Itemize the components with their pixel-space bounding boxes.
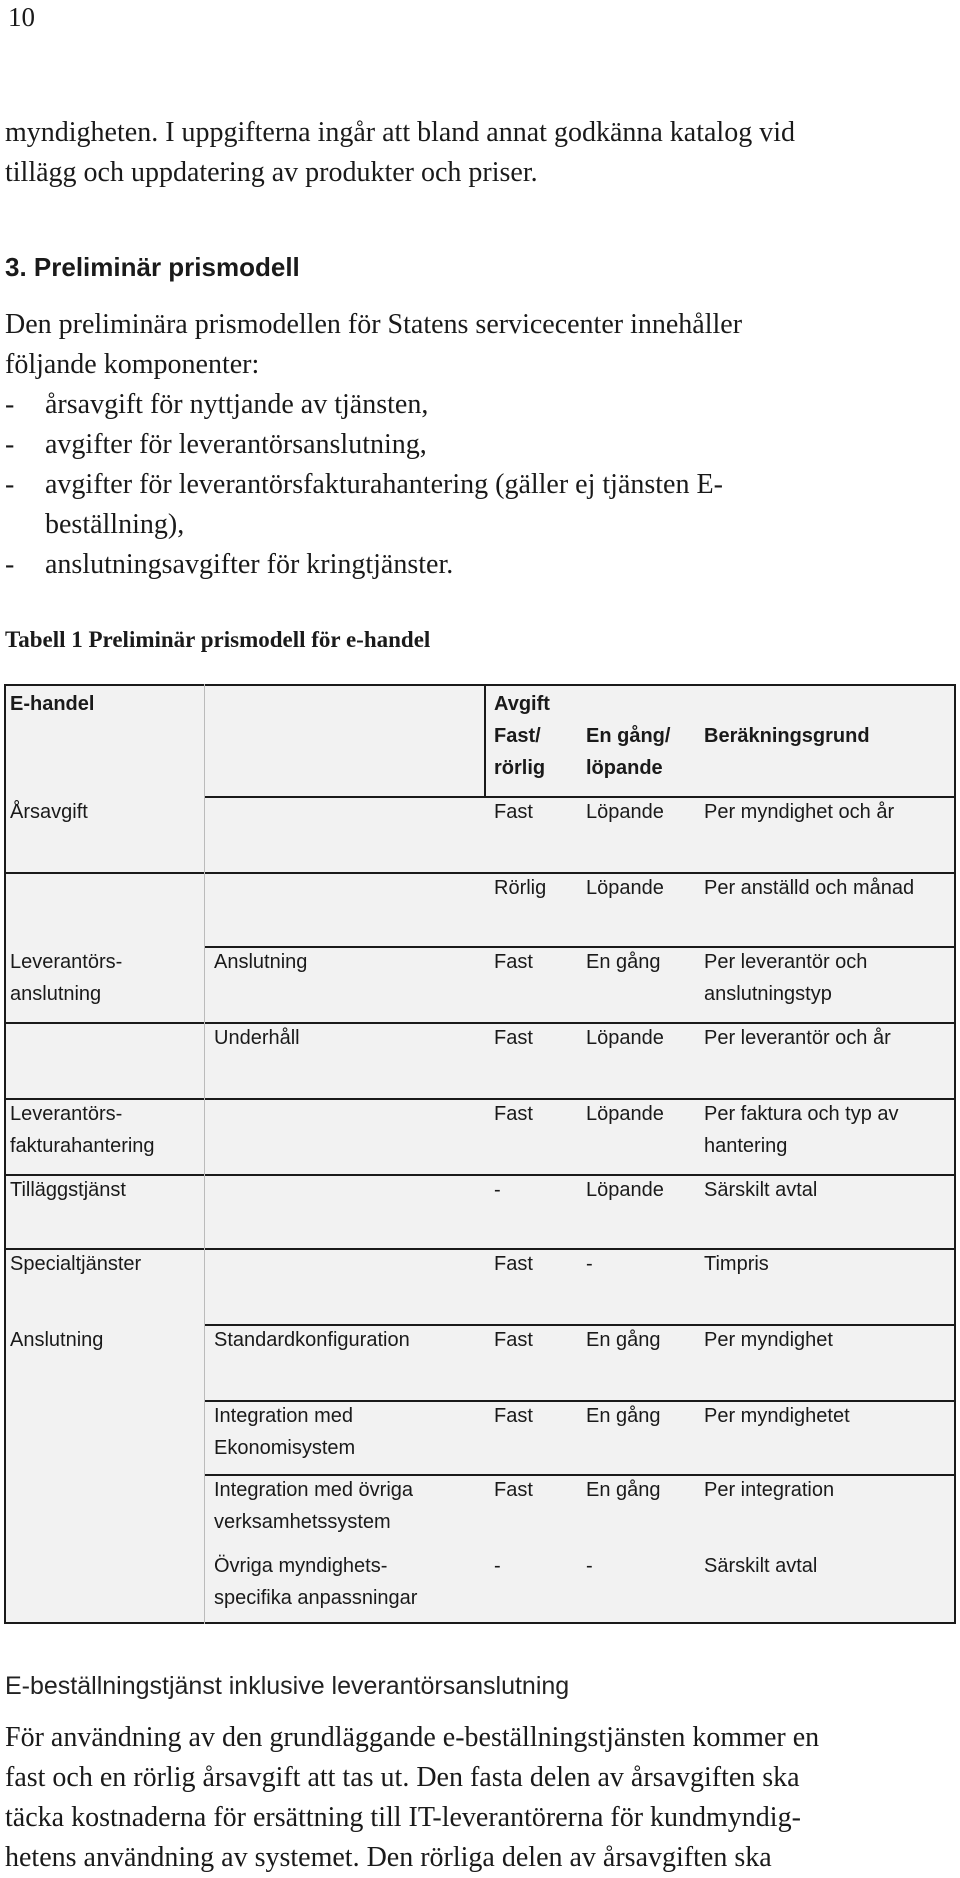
table-cell: Fast xyxy=(494,1027,533,1049)
header-avgift: Avgift xyxy=(494,693,550,715)
table-cell: Per myndighet xyxy=(704,1329,833,1351)
table-cell: En gång xyxy=(586,1479,661,1501)
closing-paragraph xyxy=(5,1718,819,1878)
table-cell: Leverantörs- anslutning xyxy=(10,951,123,1005)
header-ehandel: E-handel xyxy=(10,693,95,715)
section-line: följande komponenter: xyxy=(5,349,260,380)
table-cell: Särskilt avtal xyxy=(704,1179,818,1201)
table-cell: Leverantörs- fakturahantering xyxy=(10,1103,155,1157)
table-cell: Fast xyxy=(494,801,533,823)
table-cell: En gång xyxy=(586,1329,661,1351)
section-line: Den preliminära prismodellen för Statens servicecenter innehåller xyxy=(5,309,743,340)
list-item: beställning), xyxy=(45,509,185,540)
table-cell: Tilläggstjänst xyxy=(10,1179,126,1201)
table-caption: Tabell 1 Preliminär prismodell för e-handel xyxy=(5,627,431,652)
page-number: 10 xyxy=(8,2,35,32)
table-cell: - xyxy=(494,1555,501,1577)
header-fast-rorlig: Fast/ rörlig xyxy=(494,725,546,779)
table-cell: Per leverantör och anslutningstyp xyxy=(704,951,868,1005)
section-intro xyxy=(5,305,742,385)
table-cell: Underhåll xyxy=(214,1027,300,1049)
table-cell: - xyxy=(586,1253,593,1275)
table-border-right xyxy=(954,684,956,1624)
header-berakningsgrund: Beräkningsgrund xyxy=(704,725,870,747)
list-item: - avgifter för leverantörsfakturahantering (gäller ej tjänsten E- xyxy=(5,469,723,500)
table-cell: Integration med övriga verksamhetssystem xyxy=(214,1479,414,1533)
table-cell: Standardkonfiguration xyxy=(214,1329,410,1351)
column-guide xyxy=(204,684,205,1624)
table-border-left xyxy=(4,684,6,1624)
table-cell: Specialtjänster xyxy=(10,1253,142,1275)
intro-line: tillägg och uppdatering av produkter och priser. xyxy=(5,157,538,188)
table-cell: Särskilt avtal xyxy=(704,1555,818,1577)
list-item: - årsavgift för nyttjande av tjänsten, xyxy=(5,389,429,420)
table-cell: Årsavgift xyxy=(10,801,88,823)
header-divider xyxy=(484,684,486,796)
table-cell: - xyxy=(494,1179,501,1201)
table-cell: Löpande xyxy=(586,801,664,823)
closing-line: För användning av den grundläggande e-beställningstjänsten kommer en xyxy=(5,1722,820,1753)
table-cell: Övriga myndighets- specifika anpassningar xyxy=(214,1555,418,1609)
table-cell: Rörlig xyxy=(494,877,547,899)
header-en-gang: En gång/ löpande xyxy=(586,725,671,779)
row-divider xyxy=(4,1248,956,1250)
table-cell: Fast xyxy=(494,1405,533,1427)
intro-line: myndigheten. I uppgifterna ingår att bland annat godkänna katalog vid xyxy=(5,117,795,148)
section-heading: 3. Preliminär prismodell xyxy=(5,252,300,282)
table-cell: En gång xyxy=(586,1405,661,1427)
price-model-table xyxy=(4,684,956,1624)
table-cell: Löpande xyxy=(586,1179,664,1201)
table-cell: Fast xyxy=(494,1103,533,1125)
table-cell: Timpris xyxy=(704,1253,769,1275)
list-item: - anslutningsavgifter för kringtjänster. xyxy=(5,549,454,580)
table-cell: - xyxy=(586,1555,593,1577)
table-cell: Löpande xyxy=(586,1103,664,1125)
table-cell: Fast xyxy=(494,1329,533,1351)
closing-line: hetens användning av systemet. Den rörliga delen av årsavgiften ska xyxy=(5,1842,772,1873)
intro-paragraph xyxy=(5,113,795,193)
table-cell: Per faktura och typ av hantering xyxy=(704,1103,899,1157)
table-cell: Fast xyxy=(494,1253,533,1275)
closing-line: täcka kostnaderna för ersättning till IT-leverantörerna för kundmyndig- xyxy=(5,1802,801,1833)
closing-line: fast och en rörlig årsavgift att tas ut. Den fasta delen av årsavgiften ska xyxy=(5,1762,800,1793)
table-border-bottom xyxy=(4,1622,956,1624)
table-cell: Per myndighet och år xyxy=(704,801,895,823)
table-cell: Per myndighetet xyxy=(704,1405,850,1427)
table-border-top xyxy=(4,684,956,686)
table-cell: Fast xyxy=(494,1479,533,1501)
subheading: E-beställningstjänst inklusive leverantörsanslutning xyxy=(5,1672,570,1700)
table-cell: Per leverantör och år xyxy=(704,1027,891,1049)
table-cell: Per anställd och månad xyxy=(704,877,915,899)
list-item: - avgifter för leverantörsanslutning, xyxy=(5,429,427,460)
table-cell: Anslutning xyxy=(10,1329,104,1351)
table-cell: Löpande xyxy=(586,877,664,899)
table-cell: Löpande xyxy=(586,1027,664,1049)
table-cell: Integration med Ekonomisystem xyxy=(214,1405,356,1459)
table-cell: Fast xyxy=(494,951,533,973)
table-cell: Anslutning xyxy=(214,951,308,973)
table-cell: En gång xyxy=(586,951,661,973)
table-cell: Per integration xyxy=(704,1479,835,1501)
